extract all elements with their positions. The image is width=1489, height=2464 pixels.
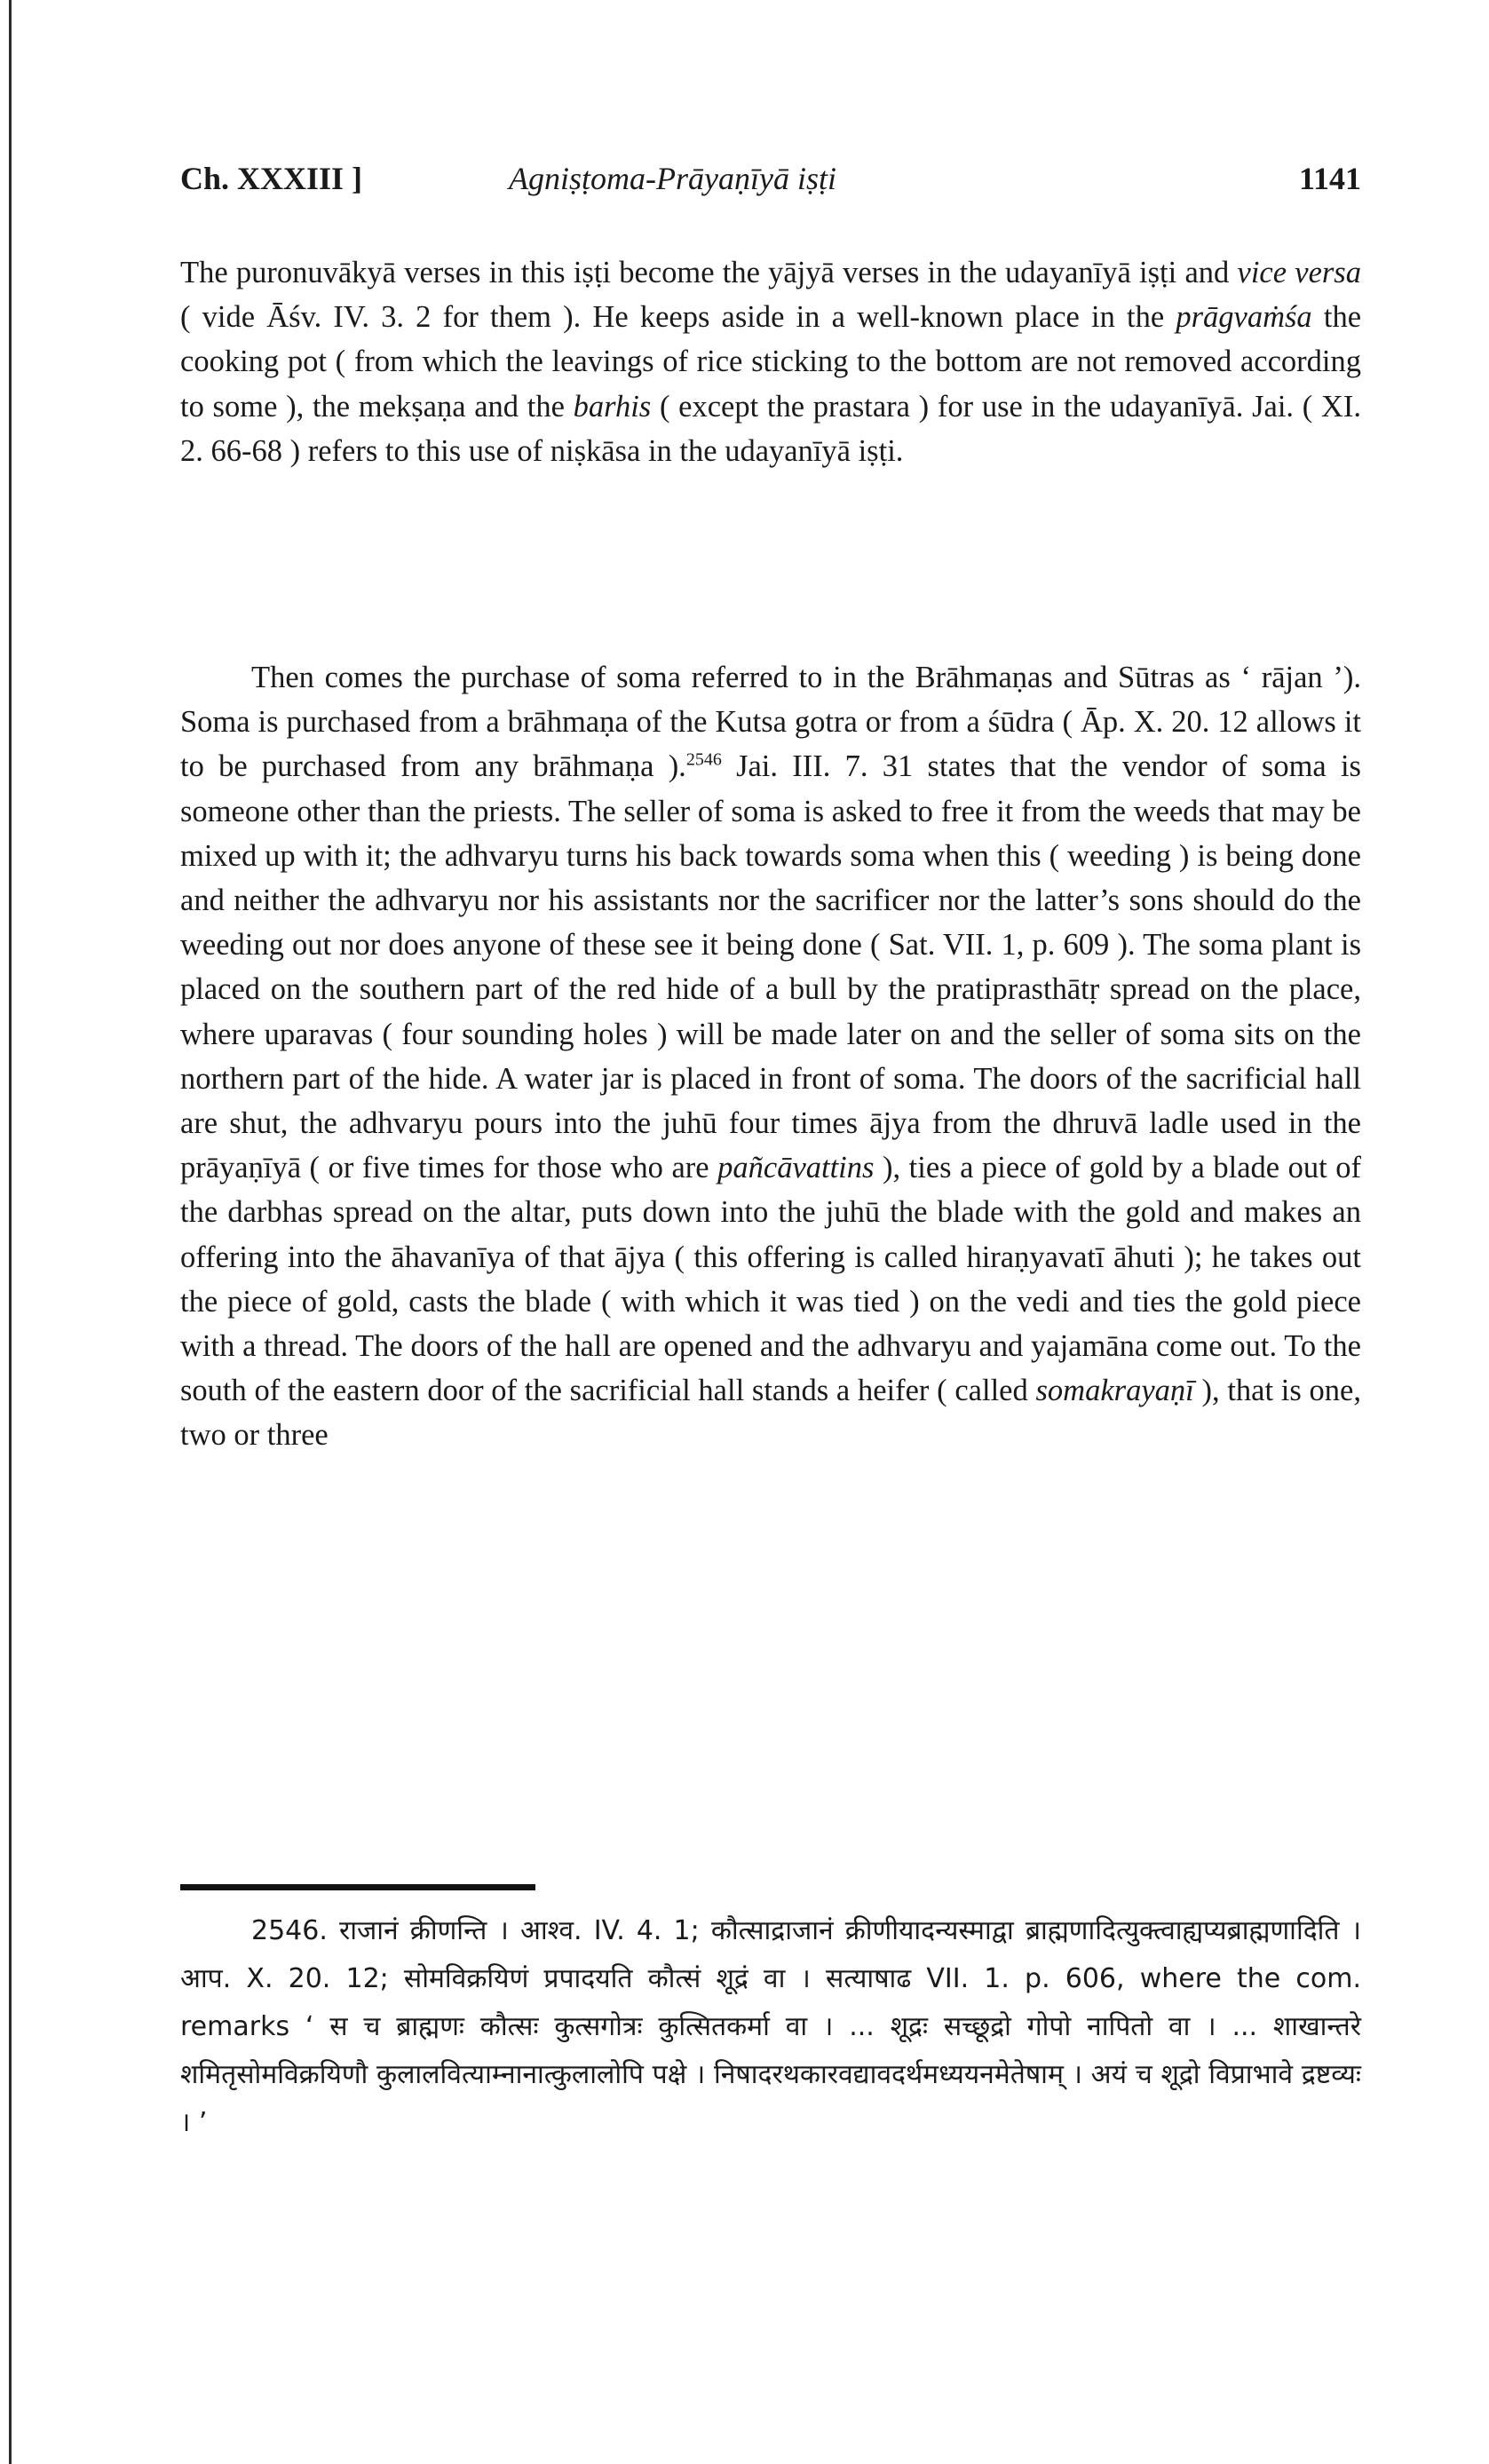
text-run: ( except the prastara ) for use in the udayanīyā. Jai. ( XI. 2. 66-68 ) refers to this use of niṣkāsa in the udayanīyā iṣṭi. [180,389,1361,468]
text-run: the cooking pot ( from which the leavings of rice sticking to the bottom are not removed according to some ), the mekṣaṇa and the [180,300,1362,424]
text-run: The puronuvākyā verses in this iṣṭi become the yājyā verses in the udayanīyā iṣṭi and [180,256,1238,289]
footnote-2546 [180,1907,1361,2147]
footnote-reference: 2546 [685,749,722,770]
italic-term: barhis [573,389,652,424]
paragraph-2 [180,655,1361,1458]
footnote-divider [180,1884,535,1890]
scan-margin-line [9,0,12,2464]
italic-term: pañcāvattins [717,1151,875,1185]
text-run: ), ties a piece of gold by a blade out of the darbhas spread on the altar, puts down into the juhū the blade with the gold and makes an offering into the āhavanīya of that ājya ( this offering is called hiraṇyavatī āhuti ); he takes out the piece of gold, casts the blade ( with which it was tied ) on the vedi and ties the gold piece with a thread. The doors of the hall are opened and the adhvaryu and yajamāna come out. To the south of the eastern door of the sacrificial hall stands a heifer ( called [180,1151,1362,1408]
running-header [180,160,1361,213]
page-number: 1141 [1298,161,1361,196]
text-run: ( vide Āśv. IV. 3. 2 for them ). He keeps aside in a well-known place in the [180,300,1176,335]
text-run: Jai. III. 7. 31 states that the vendor of soma is someone other than the priests. The seller of soma is asked to free it from the weeds that may be mixed up with it; the adhvaryu turns his back towards soma when this ( weeding ) is being done and neither the adhvaryu nor his assistants nor the sacrificer nor the latter’s sons should do the weeding out nor does anyone of these see it being done ( Sat. VII. 1, p. 609 ). The soma plant is placed on the southern part of the red hide of a bull by the pratiprasthātṛ spread on the place, where uparavas ( four sounding holes ) will be made later on and the seller of soma sits on the northern part of the hide. A water jar is placed in front of soma. The doors of the sacrificial hall are shut, the adhvaryu pours into the juhū four times ājya from the dhruvā ladle used in the prāyaṇīyā ( or five times for those who are [180,749,1361,1185]
paragraph-1 [180,250,1361,473]
footnote-text: राजानं क्रीणन्ति । आश्व. IV. 4. 1; कौत्साद्राजानं क्रीणीयादन्यस्माद्वा ब्राह्मणादित्युक्त्वाह्यप्यब्राह्मणादिति । आप. X. 20. 12; सोमविक्रयिणं प्रपादयति कौत्सं शूद्रं वा । सत्याषाढ VII. 1. p. 606, where the com. remarks ‘ स च ब्राह्मणः कौत्सः कुत्सगोत्रः कुत्सितकर्मा वा । ... शूद्रः सच्छूद्रो गोपो नापितो वा । ... शाखान्तरे शमितृसोमविक्रयिणौ कुलालवित्याम्नानात्कुलालोपि पक्षे । निषादरथकारवद्यावदर्थमध्ययनमेतेषाम् । अयं च शूद्रो विप्राभावे द्रष्टव्यः । ’ [180,1915,1361,2138]
text-run: ), that is one, two or three [180,1374,1361,1453]
chapter-label: Ch. XXXIII ] [180,161,363,196]
footnote-number: 2546. [251,1915,328,1946]
running-title: Agniṣṭoma-Prāyaṇīyā iṣṭi [509,161,836,196]
italic-term: prāgvaṁśa [1176,300,1312,335]
italic-term: somakrayaṇī [1035,1374,1194,1408]
italic-term: vice versa [1237,256,1361,289]
text-run: Then comes the purchase of soma referred to in the Brāhmaṇas and Sūtras as ‘ rājan ’). Soma is purchased from a brāhmaṇa of the Kutsa gotra or from a śūdra ( Āp. X. 20. 12 allows it to be purchased from any brāhmaṇa ). [180,661,1361,784]
